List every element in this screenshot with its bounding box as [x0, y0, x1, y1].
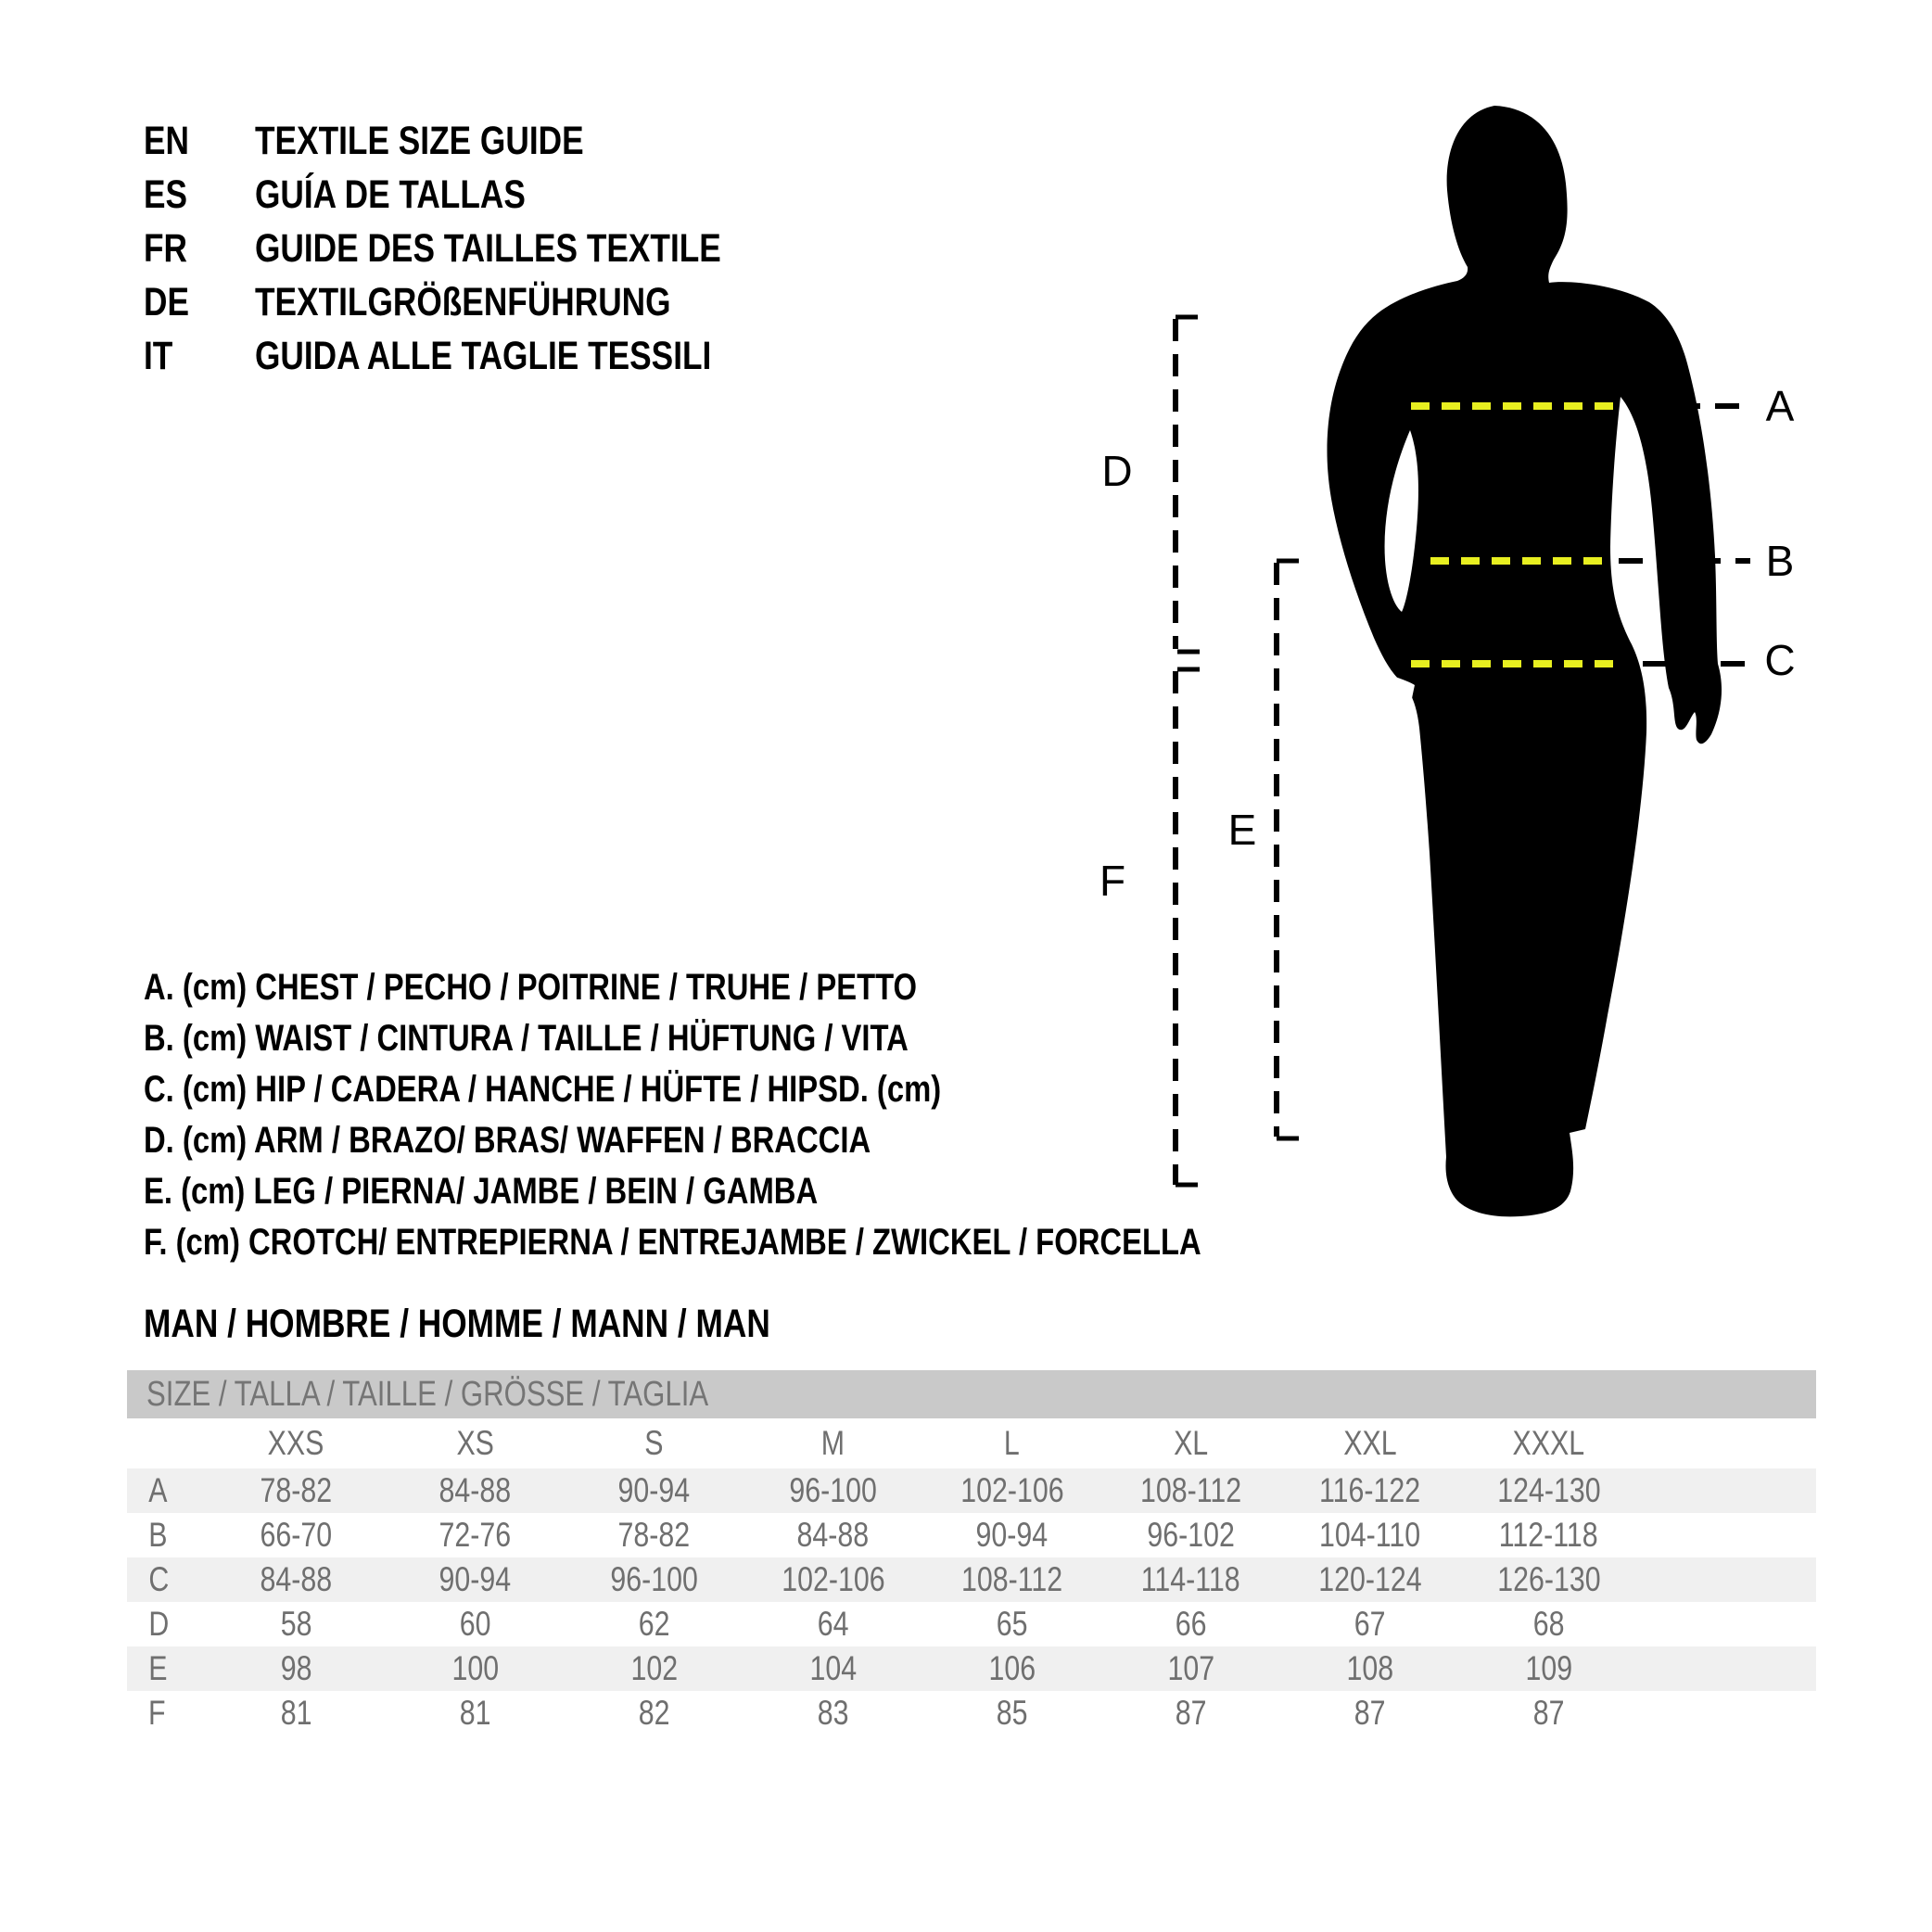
label-arm-D: D	[1101, 447, 1133, 495]
table-cell: 78-82	[260, 1471, 333, 1509]
table-cell: 120-124	[1317, 1560, 1422, 1598]
table-cell: 108-112	[1139, 1471, 1242, 1509]
hand-hip-gap	[1379, 675, 1415, 742]
table-cell: 58	[280, 1605, 312, 1643]
table-cell: 114-118	[1141, 1560, 1240, 1598]
language-title: GUIDA ALLE TAGLIE TESSILI	[255, 333, 712, 378]
title-block	[144, 114, 823, 383]
language-row	[144, 168, 823, 222]
language-code: DE	[144, 279, 189, 324]
table-cell: 84-88	[796, 1516, 870, 1554]
language-code: FR	[144, 225, 188, 271]
table-cell: 102-106	[781, 1560, 885, 1598]
language-title: GUIDE DES TAILLES TEXTILE	[255, 225, 721, 271]
table-cell: 104	[809, 1649, 857, 1687]
table-cell: 96-100	[610, 1560, 698, 1598]
table-cell: 72-76	[439, 1516, 512, 1554]
table-cell: S	[644, 1424, 664, 1462]
table-cell: 96-102	[1147, 1516, 1235, 1554]
table-row	[127, 1513, 1816, 1557]
table-cell: 65	[996, 1605, 1028, 1643]
table-cell: 87	[1532, 1694, 1565, 1732]
table-cell: 100	[451, 1649, 499, 1687]
table-cell: XXS	[268, 1424, 324, 1462]
category-line	[144, 1297, 908, 1351]
table-cell: 67	[1354, 1605, 1386, 1643]
table-cell: 81	[459, 1694, 491, 1732]
table-cell: 66	[1175, 1605, 1207, 1643]
table-cell: XXL	[1342, 1424, 1397, 1462]
table-cell: M	[820, 1424, 845, 1462]
size-table-header-text: SIZE / TALLA / TAILLE / GRÖSSE / TAGLIA	[146, 1374, 709, 1414]
table-cell: 83	[817, 1694, 849, 1732]
table-cell: 87	[1175, 1694, 1207, 1732]
language-code: ES	[144, 172, 188, 217]
size-table	[127, 1370, 1816, 1735]
table-row	[127, 1557, 1816, 1602]
row-label: C	[148, 1560, 170, 1598]
table-cell: 98	[280, 1649, 312, 1687]
table-cell: 108-112	[960, 1560, 1063, 1598]
table-cell: XXXL	[1512, 1424, 1585, 1462]
size-table-body	[127, 1418, 1816, 1735]
table-cell: 96-100	[789, 1471, 877, 1509]
row-label: E	[148, 1649, 168, 1687]
measurement-line-C: C. (cm) HIP / CADERA / HANCHE / HÜFTE / HIPSD. (cm)	[144, 1069, 942, 1110]
table-cell: 90-94	[975, 1516, 1049, 1554]
label-crotch-F: F	[1099, 857, 1126, 905]
measurement-line-F: F. (cm) CROTCH/ ENTREPIERNA / ENTREJAMBE / ZWICKEL / FORCELLA	[144, 1222, 1201, 1263]
language-title: GUÍA DE TALLAS	[255, 172, 526, 217]
table-cell: 87	[1354, 1694, 1386, 1732]
table-cell: 116-122	[1318, 1471, 1421, 1509]
table-cell: 107	[1167, 1649, 1214, 1687]
table-cell: 64	[817, 1605, 849, 1643]
language-title: TEXTILGRÖßENFÜHRUNG	[255, 279, 671, 324]
table-cell: 84-88	[260, 1560, 333, 1598]
table-row	[127, 1691, 1816, 1735]
table-cell: 104-110	[1318, 1516, 1421, 1554]
table-cell: 102-106	[960, 1471, 1064, 1509]
table-cell: 112-118	[1499, 1516, 1598, 1554]
category-text: MAN / HOMBRE / HOMME / MANN / MAN	[144, 1301, 770, 1346]
table-cell: 106	[988, 1649, 1036, 1687]
row-label	[127, 1424, 207, 1463]
table-cell: 62	[638, 1605, 670, 1643]
measurement-line-B: B. (cm) WAIST / CINTURA / TAILLE / HÜFTUNG / VITA	[144, 1018, 909, 1059]
table-cell: 60	[459, 1605, 491, 1643]
row-label: B	[148, 1516, 168, 1554]
table-cell: L	[1004, 1424, 1020, 1462]
table-cell: XS	[456, 1424, 494, 1462]
table-cell: 82	[638, 1694, 670, 1732]
table-cell: 90-94	[617, 1471, 691, 1509]
table-cell: 109	[1525, 1649, 1572, 1687]
table-cell: 78-82	[617, 1516, 691, 1554]
label-waist-B: B	[1765, 537, 1795, 585]
label-chest-A: A	[1765, 382, 1795, 430]
label-leg-E: E	[1227, 806, 1257, 854]
table-cell: 108	[1346, 1649, 1393, 1687]
table-cell: 68	[1532, 1605, 1565, 1643]
table-cell: XL	[1173, 1424, 1209, 1462]
table-cell: 102	[630, 1649, 678, 1687]
table-cell: 126-130	[1496, 1560, 1601, 1598]
language-row	[144, 329, 823, 383]
language-code: EN	[144, 118, 189, 163]
table-cell: 66-70	[260, 1516, 333, 1554]
measurement-line-A: A. (cm) CHEST / PECHO / POITRINE / TRUHE / PETTO	[144, 967, 918, 1008]
page-title: TEXTILE SIZE GUIDE	[255, 118, 584, 163]
table-row	[127, 1602, 1816, 1646]
measurement-line-D: D. (cm) ARM / BRAZO/ BRAS/ WAFFEN / BRACCIA	[144, 1120, 871, 1161]
row-label: F	[148, 1694, 166, 1732]
size-table-header	[127, 1370, 1816, 1418]
label-hip-C: C	[1764, 636, 1796, 684]
measurement-legend	[144, 962, 1433, 1268]
language-code: IT	[144, 333, 173, 378]
row-label: A	[148, 1471, 168, 1509]
measurement-line-E: E. (cm) LEG / PIERNA/ JAMBE / BEIN / GAMBA	[144, 1171, 819, 1212]
table-cell: 81	[280, 1694, 312, 1732]
table-cell: 85	[996, 1694, 1028, 1732]
language-row	[144, 222, 823, 275]
table-row	[127, 1468, 1816, 1513]
table-cell: 90-94	[439, 1560, 512, 1598]
table-cell: 124-130	[1496, 1471, 1601, 1509]
language-row	[144, 275, 823, 329]
table-row	[127, 1646, 1816, 1691]
size-header-row	[127, 1418, 1816, 1468]
row-label: D	[148, 1605, 170, 1643]
language-row	[144, 114, 823, 168]
table-cell: 84-88	[439, 1471, 512, 1509]
